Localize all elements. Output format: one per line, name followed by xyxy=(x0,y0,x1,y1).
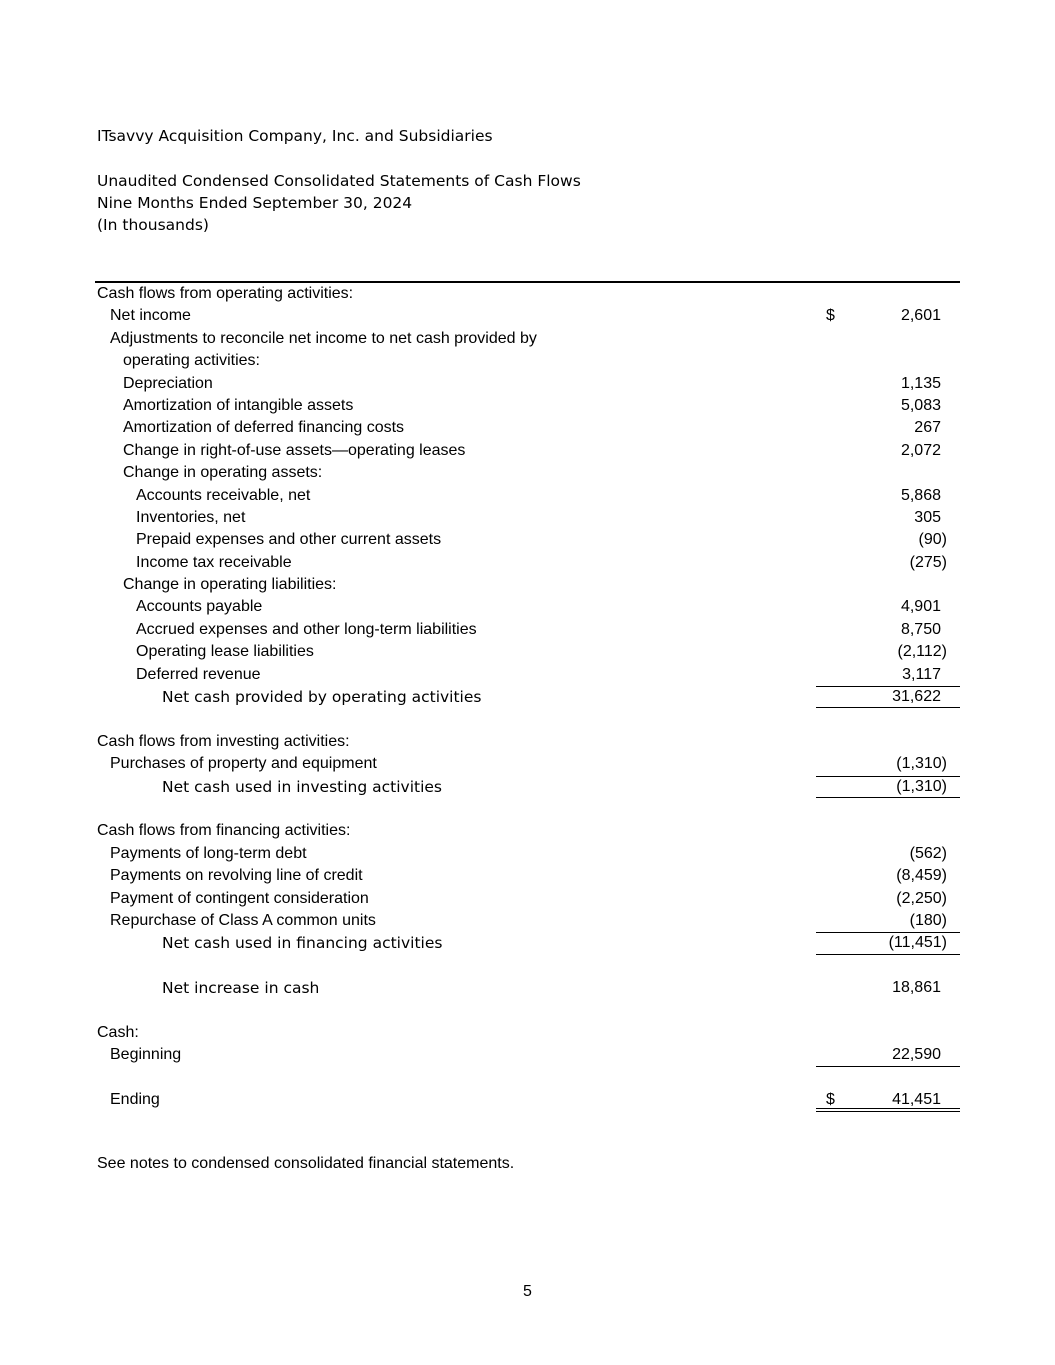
row-label: Amortization of intangible assets xyxy=(123,396,354,414)
table-row xyxy=(95,910,960,932)
row-value: 4,901 xyxy=(900,598,941,616)
table-row xyxy=(95,820,960,842)
total-row xyxy=(95,686,960,708)
table-row xyxy=(95,350,960,372)
row-value: (180) xyxy=(909,911,947,929)
spacer-row xyxy=(95,798,960,820)
row-value: 41,451 xyxy=(892,1091,941,1109)
footnote: See notes to condensed consolidated financial statements. xyxy=(97,1155,515,1172)
table-row xyxy=(95,552,960,574)
total-row xyxy=(95,932,960,954)
row-value: (2,250) xyxy=(896,889,947,907)
statement-title: Unaudited Condensed Consolidated Statements of Cash Flows xyxy=(97,172,581,190)
table-row xyxy=(95,865,960,887)
total-row xyxy=(95,977,960,999)
row-label: Change in operating liabilities: xyxy=(123,576,337,594)
table-row xyxy=(95,462,960,484)
table-row xyxy=(95,753,960,775)
table-row xyxy=(95,440,960,462)
statement-header xyxy=(97,170,581,236)
underline-rule xyxy=(816,932,960,933)
row-label: Amortization of deferred financing costs xyxy=(123,419,405,437)
row-value: 1,135 xyxy=(900,374,941,392)
row-label: Inventories, net xyxy=(136,508,246,526)
table-row xyxy=(95,731,960,753)
table-row xyxy=(95,1044,960,1066)
table-row xyxy=(95,395,960,417)
spacer-row xyxy=(95,1000,960,1022)
row-value: (1,310) xyxy=(896,755,947,773)
row-label: Accounts receivable, net xyxy=(136,486,311,504)
row-value: (8,459) xyxy=(896,867,947,885)
table-row xyxy=(95,529,960,551)
row-value: 5,868 xyxy=(900,486,941,504)
row-label: Accrued expenses and other long-term liabilities xyxy=(136,620,477,638)
table-row xyxy=(95,619,960,641)
row-label: Prepaid expenses and other current assets xyxy=(136,531,442,549)
row-label: Cash flows from investing activities: xyxy=(97,732,350,750)
row-label: Deferred revenue xyxy=(136,665,261,683)
row-label: Purchases of property and equipment xyxy=(110,755,377,773)
company-name: ITsavvy Acquisition Company, Inc. and Subsidiaries xyxy=(97,127,493,145)
row-value: (90) xyxy=(918,531,947,549)
row-value: 2,601 xyxy=(900,307,941,325)
table-row xyxy=(95,1089,960,1111)
row-label: Income tax receivable xyxy=(136,553,292,571)
table-row xyxy=(95,664,960,686)
row-label: Beginning xyxy=(110,1046,182,1064)
row-value: (2,112) xyxy=(897,643,947,661)
table-row xyxy=(95,843,960,865)
table-row xyxy=(95,1022,960,1044)
row-value: (1,310) xyxy=(896,777,947,795)
table-row xyxy=(95,283,960,305)
underline-rule xyxy=(816,776,960,777)
table-row xyxy=(95,373,960,395)
total-row xyxy=(95,776,960,798)
page-number: 5 xyxy=(523,1283,532,1300)
row-label: Change in right-of-use assets—operating leases xyxy=(123,441,466,459)
currency-symbol: $ xyxy=(826,307,835,325)
spacer-row xyxy=(95,1067,960,1089)
table-row xyxy=(95,417,960,439)
row-label: Net cash provided by operating activities xyxy=(162,688,482,707)
underline-rule xyxy=(816,1108,960,1109)
row-label: Adjustments to reconcile net income to net cash provided by xyxy=(110,329,537,347)
row-label: Operating lease liabilities xyxy=(136,643,314,661)
table-row xyxy=(95,641,960,663)
row-label: Payment of contingent consideration xyxy=(110,889,369,907)
row-value: 267 xyxy=(914,419,941,437)
row-value: 2,072 xyxy=(900,441,941,459)
row-label: Payments of long-term debt xyxy=(110,844,307,862)
table-row xyxy=(95,328,960,350)
table-row xyxy=(95,507,960,529)
statement-period: Nine Months Ended September 30, 2024 xyxy=(97,194,413,212)
row-value: 18,861 xyxy=(892,979,941,997)
row-label: Accounts payable xyxy=(136,598,263,616)
table-row xyxy=(95,574,960,596)
row-value: 3,117 xyxy=(902,665,941,683)
row-value: 22,590 xyxy=(892,1046,941,1064)
spacer-row xyxy=(95,955,960,977)
row-value: 305 xyxy=(914,508,941,526)
row-label: Depreciation xyxy=(123,374,213,392)
table-row xyxy=(95,305,960,327)
row-label: operating activities: xyxy=(123,352,260,370)
underline-rule xyxy=(816,686,960,687)
row-label: Net cash used in investing activities xyxy=(162,777,443,796)
cash-flow-table xyxy=(95,283,960,1111)
row-label: Cash flows from financing activities: xyxy=(97,822,351,840)
row-label: Cash: xyxy=(97,1023,139,1041)
underline-rule xyxy=(816,1111,960,1112)
currency-symbol: $ xyxy=(826,1091,835,1109)
row-label: Repurchase of Class A common units xyxy=(110,911,376,929)
table-row xyxy=(95,596,960,618)
row-label: Cash flows from operating activities: xyxy=(97,285,354,302)
spacer-row xyxy=(95,708,960,730)
table-row xyxy=(95,485,960,507)
statement-units: (In thousands) xyxy=(97,216,209,234)
row-value: 31,622 xyxy=(892,688,941,706)
row-label: Ending xyxy=(110,1091,160,1109)
row-label: Net cash used in financing activities xyxy=(162,934,443,953)
row-label: Net income xyxy=(110,307,191,325)
row-label: Change in operating assets: xyxy=(123,464,323,482)
row-label: Net increase in cash xyxy=(162,979,320,998)
row-label: Payments on revolving line of credit xyxy=(110,867,363,885)
row-value: 8,750 xyxy=(900,620,941,638)
row-value: 5,083 xyxy=(900,396,941,414)
row-value: (562) xyxy=(909,844,947,862)
table-row xyxy=(95,888,960,910)
row-value: (11,451) xyxy=(888,934,947,952)
row-value: (275) xyxy=(909,553,947,571)
